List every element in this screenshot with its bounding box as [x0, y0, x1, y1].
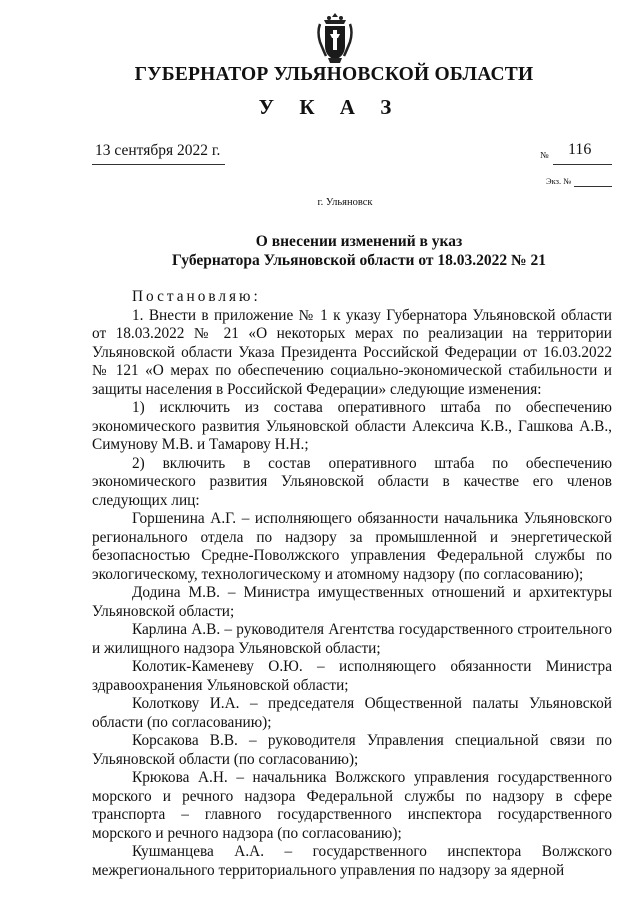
body-paragraph: Колоткову И.А. – председателя Общественной палаты Ульяновской области (по согласованию); [92, 695, 612, 731]
body-paragraph: Крюкова А.Н. – начальника Волжского управления государственного морского и речного надзора Федеральной службы по надзору в сфере транспорта – главного государственного инспектора государственного морского и речного надзора (по согласованию); [92, 769, 612, 842]
body-paragraph: 1) исключить из состава оперативного штаба по обеспечению экономического развития Ульяновской области Алексича К.В., Гашкова А.В., Симунову М.В. и Тамарову Н.Н.; [92, 399, 612, 453]
body-paragraph: Кушманцева А.А. – государственного инспектора Волжского межрегионального территориального управления по надзору за ядерной [92, 843, 612, 879]
body-paragraph: Горшенина А.Г. – исполняющего обязанности начальника Ульяновского регионального отдела по надзору за промышленной и энергетической безопасностью Средне-Поволжского управления Федеральной службы по экологическому, технологическому и атомному надзору (по согласованию); [92, 510, 612, 583]
decree-heading [0, 232, 640, 270]
body-paragraph: Колотик-Каменеву О.Ю. – исполняющего обязанности Министра здравоохранения Ульяновской области; [92, 658, 612, 694]
body-paragraph: Додина М.В. – Министра имущественных отношений и архитектуры Ульяновской области; [92, 584, 612, 620]
heading-line-1: О внесении изменений в указ [255, 233, 463, 250]
city-name: г. Ульяновск [317, 197, 373, 208]
copy-number-underline [574, 186, 612, 187]
number-label: № [540, 150, 549, 160]
decree-number: 116 [568, 141, 592, 158]
body-paragraph: Корсакова В.В. – руководителя Управления специальной связи по Ульяновской области (по согласованию); [92, 732, 612, 768]
body-paragraph: 1. Внести в приложение № 1 к указу Губернатора Ульяновской области от 18.03.2022 № 21 «О некоторых мерах по реализации на территории Ульяновской области Указа Президента Российской Федерации от 16.03.2022 № 121 «О мерах по обеспечению социально-экономической стабильности и защиты населения в Российской Федерации» следующие изменения: [92, 306, 612, 398]
body-paragraph: 2) включить в состав оперативного штаба по обеспечению экономического развития Ульяновской области в качестве его членов следующих лиц: [92, 454, 612, 509]
issuer-title: ГУБЕРНАТОР УЛЬЯНОВСКОЙ ОБЛАСТИ [134, 64, 534, 85]
coat-of-arms-emblem [316, 12, 354, 64]
heading-line-2: Губернатора Ульяновской области от 18.03.2022 № 21 [172, 252, 546, 269]
body-paragraph: Карлина А.В. – руководителя Агентства государственного строительного и жилищного надзора Ульяновской области; [92, 621, 612, 657]
body-paragraph: Постановляю: [132, 288, 261, 305]
document-type-title: У К А З [258, 95, 402, 119]
number-underline [553, 164, 612, 165]
date-underline [92, 164, 225, 165]
decree-date: 13 сентября 2022 г. [95, 142, 221, 159]
decree-body [92, 288, 612, 880]
copy-number-label: Экз. № [546, 176, 572, 186]
